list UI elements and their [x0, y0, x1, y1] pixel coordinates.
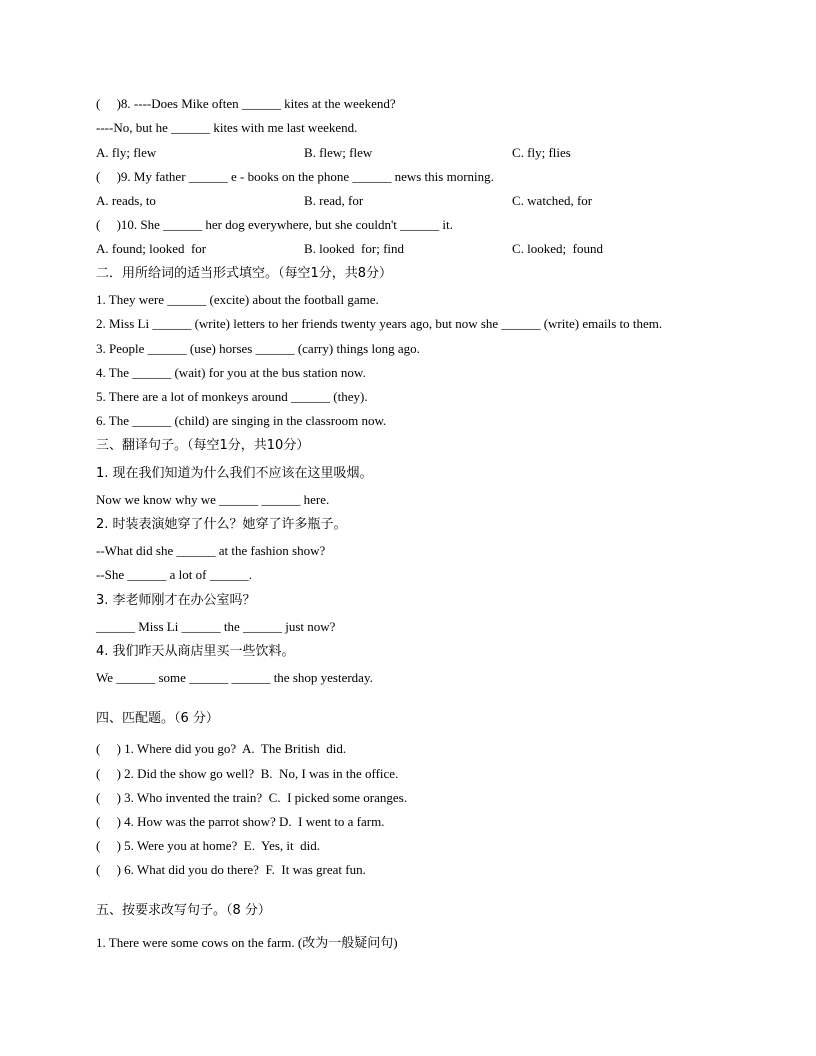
section3-answer: --What did she ______ at the fashion show? [96, 543, 326, 558]
section5-heading: 五、按要求改写句子。（8 分） [96, 903, 271, 918]
section5-item: 1. There were some cows on the farm. (改为一般疑问句) [96, 935, 398, 950]
q8-stem: ( )8. ----Does Mike often ______ kites at the weekend? [96, 96, 396, 111]
q9-option-c: C. watched, for [512, 193, 593, 208]
section3-prompt: 2. 时装表演她穿了什么？她穿了许多瓶子。 [96, 517, 347, 532]
section3-answer: --She ______ a lot of ______. [96, 567, 252, 582]
section2-item: 6. The ______ (child) are singing in the classroom now. [96, 413, 387, 428]
q8-option-c: C. fly; flies [512, 145, 571, 160]
section4-item: ( ) 1. Where did you go? A. The British did. [96, 741, 347, 756]
q9-option-b: B. read, for [304, 193, 364, 208]
section3-prompt: 4. 我们昨天从商店里买一些饮料。 [96, 644, 295, 659]
section4-item: ( ) 6. What did you do there? F. It was great fun. [96, 862, 366, 877]
q9-option-a: A. reads, to [96, 193, 156, 208]
section2-item: 2. Miss Li ______ (write) letters to her friends twenty years ago, but now she ______ (write) emails to them. [96, 316, 663, 331]
section3-prompt: 3. 李老师刚才在办公室吗？ [96, 593, 256, 608]
section2-item: 1. They were ______ (excite) about the football game. [96, 292, 379, 307]
section3-heading: 三、翻译句子。（每空1分，共10分） [96, 438, 310, 453]
q8-reply: ----No, but he ______ kites with me last weekend. [96, 120, 358, 135]
section4-heading: 四、匹配题。（6 分） [96, 711, 219, 726]
section3-answer: Now we know why we ______ ______ here. [96, 492, 330, 507]
section2-item: 3. People ______ (use) horses ______ (carry) things long ago. [96, 341, 420, 356]
section4-item: ( ) 2. Did the show go well? B. No, I was in the office. [96, 766, 399, 781]
section3-answer: We ______ some ______ ______ the shop yesterday. [96, 670, 373, 685]
q10-stem: ( )10. She ______ her dog everywhere, but she couldn't ______ it. [96, 217, 453, 232]
section2-item: 5. There are a lot of monkeys around ______ (they). [96, 389, 368, 404]
q10-option-b: B. looked for; find [304, 241, 405, 256]
section4-item: ( ) 3. Who invented the train? C. I picked some oranges. [96, 790, 407, 805]
q8-option-a: A. fly; flew [96, 145, 157, 160]
q9-stem: ( )9. My father ______ e - books on the phone ______ news this morning. [96, 169, 494, 184]
section2-heading: 二．用所给词的适当形式填空。（每空1分，共8分） [96, 266, 393, 281]
q8-option-b: B. flew; flew [304, 145, 373, 160]
section3-prompt: 1. 现在我们知道为什么我们不应该在这里吸烟。 [96, 466, 373, 481]
section3-answer: ______ Miss Li ______ the ______ just now? [96, 619, 336, 634]
q10-option-a: A. found; looked for [96, 241, 207, 256]
section4-item: ( ) 5. Were you at home? E. Yes, it did. [96, 838, 321, 853]
q10-option-c: C. looked; found [512, 241, 603, 256]
section2-item: 4. The ______ (wait) for you at the bus station now. [96, 365, 366, 380]
section4-item: ( ) 4. How was the parrot show? D. I went to a farm. [96, 814, 385, 829]
